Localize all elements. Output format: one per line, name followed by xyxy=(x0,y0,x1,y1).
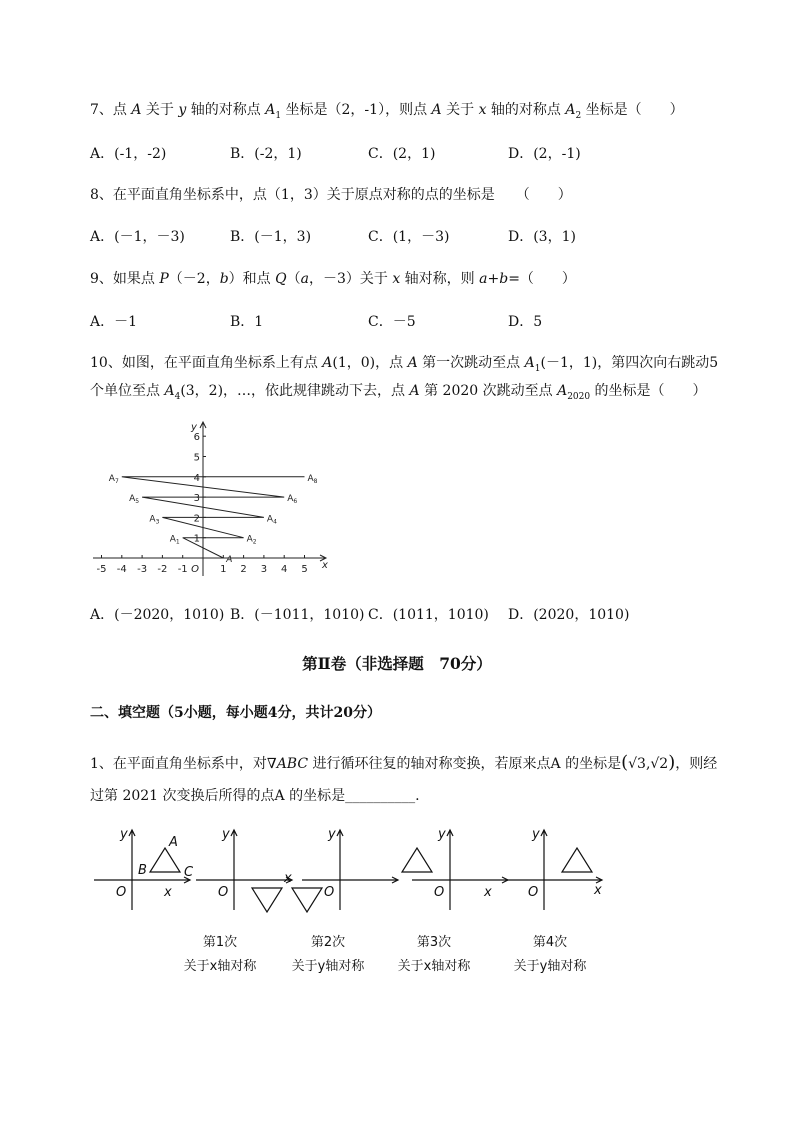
x-axis-label: x xyxy=(322,560,328,571)
panel-labels-4 xyxy=(528,827,602,900)
x-tick-label: -2 xyxy=(157,564,168,575)
q9-option-d: D．5 xyxy=(508,314,543,330)
q8-option-c: C．(1，－3) xyxy=(368,229,450,245)
vertex-label-a: A xyxy=(169,835,178,850)
caption-count: 第4次 xyxy=(532,935,568,950)
caption-count: 第1次 xyxy=(202,935,238,950)
q9-option-b: B．1 xyxy=(230,314,264,330)
y-tick-label: 2 xyxy=(193,513,200,525)
section-subtitle: 二、填空题（5小题，每小题4分，共计20分） xyxy=(90,705,381,721)
y-tick-label: 5 xyxy=(193,452,200,464)
caption-2 xyxy=(292,934,366,974)
q9-option-a: A．－1 xyxy=(90,314,138,330)
q10-option-b: B．(－1011，1010) xyxy=(230,607,365,623)
x-tick-label: 1 xyxy=(220,564,227,575)
q7-stem: 7、点 A 关于 y 轴的对称点 $A_1$ 坐标是（2，-1），则点 A 关于 x 轴的对称点 $A_2$ 坐标是（ ） xyxy=(90,102,684,121)
x-tick-label: 3 xyxy=(260,564,268,575)
caption-count: 第3次 xyxy=(416,935,452,950)
q7-option-d: D．(2，-1) xyxy=(508,146,581,162)
point-label-a3: $A_3$ xyxy=(149,514,160,526)
figure-panel-4 xyxy=(506,830,602,910)
caption-3 xyxy=(398,934,472,974)
y-tick-label: 3 xyxy=(193,493,200,505)
caption-desc: 关于y轴对称 xyxy=(291,959,365,974)
panel-labels-2 xyxy=(324,827,336,900)
caption-desc: 关于x轴对称 xyxy=(183,959,257,974)
panel-origin-label: O xyxy=(218,885,229,900)
panel-y-label: y xyxy=(222,827,230,842)
point-label-a7: $A_7$ xyxy=(108,473,119,485)
vertex-label-b: B xyxy=(138,863,147,878)
fill-q1-line2: 过第 2021 次变换后所得的点A 的坐标是__________. xyxy=(90,788,420,804)
point-label-a1: $A_1$ xyxy=(169,534,180,546)
y-tick-label: 1 xyxy=(193,533,200,545)
point-label-a2: $A_2$ xyxy=(246,534,257,546)
q9-option-c: C．－5 xyxy=(368,314,416,330)
figure-panel-3 xyxy=(402,830,508,910)
panel-y-label: y xyxy=(438,827,446,842)
q7-option-a: A．(-1，-2) xyxy=(90,146,167,162)
vertex-label-c: C xyxy=(184,865,194,880)
x-tick-label: -4 xyxy=(116,564,127,575)
y-tick-label: 6 xyxy=(193,432,200,444)
q8-stem: 8、在平面直角坐标系中，点（1，3）关于原点对称的点的坐标是 （ ） xyxy=(90,187,572,203)
x-tick-label: -1 xyxy=(177,564,188,575)
panel-y-label: y xyxy=(328,827,336,842)
x-tick-label: 2 xyxy=(240,564,247,575)
fill-q1-line1: 1、在平面直角坐标系中，对∇ABC 进行循环往复的轴对称变换，若原来点A 的坐标是(√3,√2)，则经 xyxy=(90,752,718,773)
q8-option-d: D．(3，1) xyxy=(508,229,576,245)
point-label-a: A xyxy=(226,555,233,565)
section-title: 第Ⅱ卷（非选择题 70分） xyxy=(302,654,492,673)
caption-4 xyxy=(514,934,588,974)
transform-figures xyxy=(92,824,612,980)
panel-x-label: x xyxy=(484,885,492,900)
point-label-a5: $A_5$ xyxy=(129,494,140,506)
panel-triangle xyxy=(252,888,282,912)
q10-option-d: D．(2020，1010) xyxy=(508,607,630,623)
panel-origin-label: O xyxy=(528,885,539,900)
panel-labels-3 xyxy=(434,827,492,900)
figure-panel-2 xyxy=(292,830,398,912)
jump-chart xyxy=(88,418,338,580)
caption-1 xyxy=(184,934,258,974)
panel-origin-label: O xyxy=(434,885,445,900)
caption-desc: 关于x轴对称 xyxy=(397,959,471,974)
figure-panel-1 xyxy=(196,830,292,912)
caption-desc: 关于y轴对称 xyxy=(513,959,587,974)
q8-option-b: B．(－1，3) xyxy=(230,229,312,245)
point-label-a8: $A_8$ xyxy=(307,473,318,485)
q10-stem-line2: 个单位至点 $A_4(3$，2)，…，依此规律跳动下去，点 A 第 2020 次跳动至点 $A_{2020}$ 的坐标是（ ） xyxy=(90,383,707,402)
x-tick-label: -5 xyxy=(96,564,107,575)
y-axis-label: y xyxy=(191,422,197,433)
q10-stem-line1: 10、如图，在平面直角坐标系上有点 A(1，0)，点 A 第一次跳动至点 $A_1(-1$，1)，第四次向右跳动5 xyxy=(90,355,719,374)
panel-y-label: y xyxy=(532,827,540,842)
panel-triangle xyxy=(292,888,322,912)
origin-label: O xyxy=(191,564,199,575)
point-label-a4: $A_4$ xyxy=(266,514,277,526)
panel-x-label: x xyxy=(284,871,292,886)
caption-count: 第2次 xyxy=(310,935,346,950)
panel-origin-label: O xyxy=(116,885,127,900)
panel-origin-label: O xyxy=(324,885,335,900)
panel-x-label: x xyxy=(164,885,172,900)
q10-option-c: C．(1011，1010) xyxy=(368,607,489,623)
q8-option-a: A．(－1，－3) xyxy=(90,229,185,245)
x-tick-label: 5 xyxy=(301,564,308,575)
panel-triangle xyxy=(562,848,592,872)
panel-triangle xyxy=(402,848,432,872)
panel-y-label: y xyxy=(120,827,128,842)
panel-x-label: x xyxy=(594,883,602,898)
q7-option-b: B．(-2，1) xyxy=(230,146,302,162)
q7-option-c: C．(2，1) xyxy=(368,146,436,162)
q9-stem: 9、如果点 P（－2，b）和点 Q（a，－3）关于 x 轴对称，则 a+b=（ ） xyxy=(90,271,576,287)
x-tick-label: -3 xyxy=(137,564,148,575)
y-tick-label: 4 xyxy=(193,472,200,484)
point-label-a6: $A_6$ xyxy=(287,494,298,506)
x-tick-label: 4 xyxy=(281,564,288,575)
panel-triangle xyxy=(150,848,180,872)
q10-option-a: A．(－2020，1010) xyxy=(90,607,225,623)
